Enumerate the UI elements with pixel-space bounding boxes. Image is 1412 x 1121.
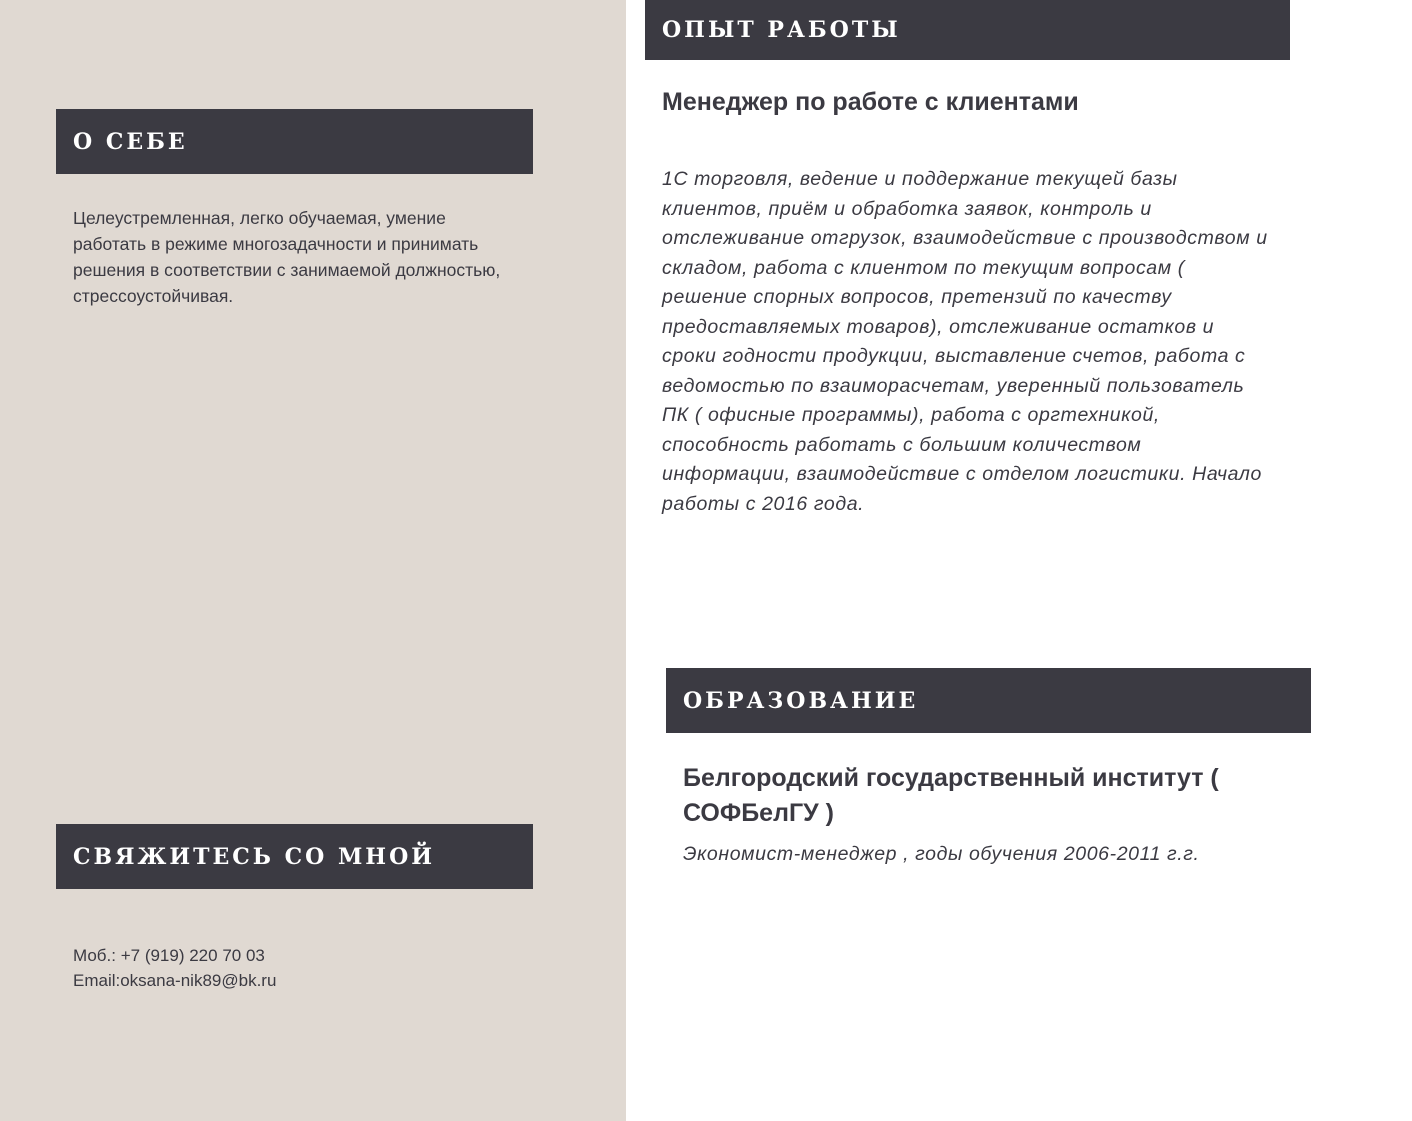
- phone-number: Моб.: +7 (919) 220 70 03: [73, 946, 265, 965]
- institution-name: Белгородский государственный институт ( СОФБелГУ ): [683, 764, 1219, 827]
- contact-heading: [56, 824, 533, 889]
- education-details: Экономист-менеджер , годы обучения 2006-2011 г.г.: [683, 843, 1200, 865]
- about-heading-text: О СЕБЕ: [73, 128, 188, 155]
- experience-heading-text: ОПЫТ РАБОТЫ: [662, 17, 901, 43]
- education-heading: [666, 668, 1311, 733]
- contact-info: [73, 943, 513, 993]
- experience-heading: [645, 0, 1290, 60]
- about-text: Целеустремленная, легко обучаемая, умение работать в режиме многозадачности и принимать решения в соответствии с занимаемой должностью, стрессоустойчивая.: [73, 208, 501, 306]
- email-address: Email:oksana-nik89@bk.ru: [73, 971, 277, 990]
- about-heading: [56, 109, 533, 174]
- job-description: 1С торговля, ведение и поддержание текущей базы клиентов, приём и обработка заявок, контроль и отслеживание отгрузок, взаимодействие с производством и складом, работа с клиентом по текущим вопросам ( решение спорных вопросов, претензий по качеству предоставляемых товаров), отслеживание остатков и сроки годности продукции, выставление счетов, работа с ведомостью по взаиморасчетам, уверенный пользователь ПК ( офисные программы), работа с оргтехникой, способность работать с большим количеством информации, взаимодействие с отделом логистики. Начало работы с 2016 года.: [662, 168, 1268, 515]
- job-title: Менеджер по работе с клиентами: [662, 88, 1079, 116]
- education-heading-text: ОБРАЗОВАНИЕ: [683, 687, 919, 714]
- contact-heading-text: СВЯЖИТЕСЬ СО МНОЙ: [73, 843, 436, 870]
